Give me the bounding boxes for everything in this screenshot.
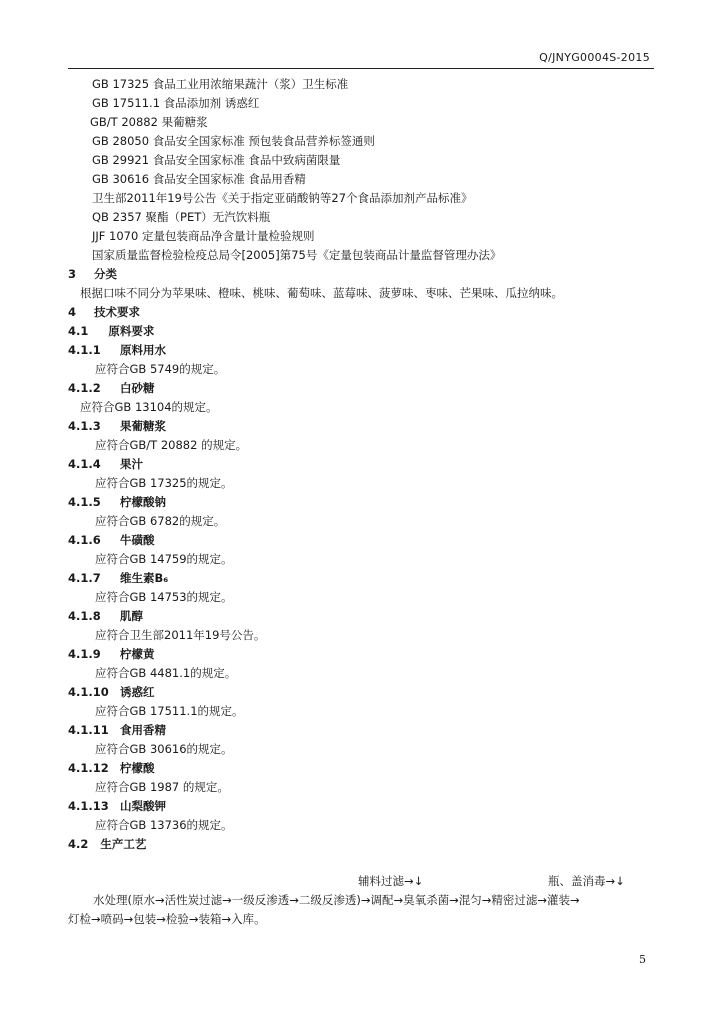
section-heading xyxy=(68,303,140,322)
item-text: 应符合GB 17511.1的规定。 xyxy=(95,704,244,718)
item-heading: 4.1.10 诱惑红 xyxy=(68,685,155,699)
reference-item: GB 17511.1 食品添加剂 诱惑红 xyxy=(92,96,260,110)
item-heading: 4.1.5 柠檬酸钠 xyxy=(68,495,166,509)
page-number: 5 xyxy=(639,953,646,966)
process-aux-feed: 辅料过滤→↓ xyxy=(358,874,424,888)
item-heading: 4.1.11 食用香精 xyxy=(68,723,166,737)
item-heading: 4.1.9 柠檬黄 xyxy=(68,647,155,661)
reference-item: JJF 1070 定量包装商品净含量计量检验规则 xyxy=(92,229,315,243)
reference-item: 国家质量监督检验检疫总局令[2005]第75号《定量包装商品计量监督管理办法》 xyxy=(92,248,502,262)
item-heading: 4.1.1 原料用水 xyxy=(68,343,166,357)
item-heading: 4.1.12 柠檬酸 xyxy=(68,761,155,775)
item-heading: 4.1.7 维生素B₆ xyxy=(68,571,169,585)
item-text: 应符合卫生部2011年19号公告。 xyxy=(95,628,266,642)
reference-item: GB 29921 食品安全国家标准 食品中致病菌限量 xyxy=(92,153,341,167)
item-text: 应符合GB 5749的规定。 xyxy=(95,362,226,376)
reference-item: GB 17325 食品工业用浓缩果蔬汁（浆）卫生标准 xyxy=(92,77,349,91)
item-text: 应符合GB 17325的规定。 xyxy=(95,476,233,490)
section-title: 生产工艺 xyxy=(100,837,147,851)
reference-item: GB 30616 食品安全国家标准 食品用香精 xyxy=(92,172,306,186)
item-heading: 4.1.13 山梨酸钾 xyxy=(68,799,166,813)
item-text: 应符合GB 6782的规定。 xyxy=(95,514,226,528)
reference-item: GB 28050 食品安全国家标准 预包装食品营养标签通则 xyxy=(92,134,375,148)
item-text: 应符合GB 4481.1的规定。 xyxy=(95,666,237,680)
process-flow-line: 水处理(原水→活性炭过滤→一级反渗透→二级反渗透)→调配→臭氧杀菌→混匀→精密过滤→灌装→ xyxy=(93,893,580,907)
section-title: 分类 xyxy=(94,267,118,281)
section-title: 技术要求 xyxy=(94,305,141,319)
item-heading: 4.1.6 牛磺酸 xyxy=(68,533,155,547)
document-code: Q/JNYG0004S-2015 xyxy=(539,51,650,64)
section-text: 根据口味不同分为苹果味、橙味、桃味、葡萄味、蓝莓味、菠萝味、枣味、芒果味、瓜拉纳味。 xyxy=(80,286,563,300)
section-number: 3 xyxy=(68,267,77,281)
item-heading: 4.1.3 果葡糖浆 xyxy=(68,419,166,433)
section-title: 原料要求 xyxy=(108,324,155,338)
item-text: 应符合GB 14759的规定。 xyxy=(95,552,233,566)
item-text: 应符合GB 1987 的规定。 xyxy=(95,780,229,794)
item-text: 应符合GB 14753的规定。 xyxy=(95,590,233,604)
item-text: 应符合GB 13104的规定。 xyxy=(80,400,218,414)
item-text: 应符合GB/T 20882 的规定。 xyxy=(95,438,248,452)
reference-item: QB 2357 聚酯（PET）无汽饮料瓶 xyxy=(92,210,271,224)
reference-item: GB/T 20882 果葡糖浆 xyxy=(90,115,208,129)
process-aux-feed: 瓶、盖消毒→↓ xyxy=(548,874,625,888)
reference-item: 卫生部2011年19号公告《关于指定亚硝酸钠等27个食品添加剂产品标准》 xyxy=(92,191,473,205)
item-heading: 4.1.4 果汁 xyxy=(68,457,143,471)
section-number: 4.1 xyxy=(68,324,89,338)
process-flow-line: 灯检→喷码→包装→检验→装箱→入库。 xyxy=(68,912,266,926)
item-heading: 4.1.2 白砂糖 xyxy=(68,381,155,395)
item-text: 应符合GB 30616的规定。 xyxy=(95,742,233,756)
section-number: 4.2 xyxy=(68,837,89,851)
section-number: 4 xyxy=(68,305,77,319)
item-heading: 4.1.8 肌醇 xyxy=(68,609,143,623)
section-heading xyxy=(68,265,117,284)
header-rule xyxy=(68,68,654,69)
section-heading xyxy=(68,835,146,854)
section-heading xyxy=(68,322,154,341)
item-text: 应符合GB 13736的规定。 xyxy=(95,818,233,832)
